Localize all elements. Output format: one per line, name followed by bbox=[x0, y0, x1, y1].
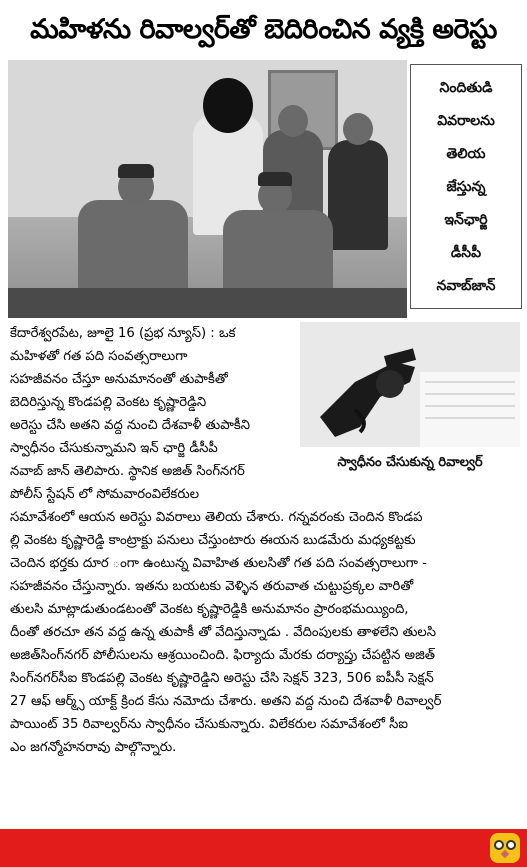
body-line: నవాబ్ జాన్ తెలిపారు. స్థానిక అజిత్ సింగ్‌నగర్ bbox=[10, 464, 245, 479]
caption-line: తెలియ bbox=[446, 145, 486, 162]
body-line: అరెస్టు చేసి అతని వద్ద నుంచి దేశవాళీ తుపాకీని bbox=[10, 418, 251, 433]
body-line: కేదారేశ్వరపేట, జూలై 16 (ప్రభ న్యూస్) : ఒక bbox=[10, 326, 236, 341]
body-line: దీంతో తరచూ తన వద్ద ఉన్న తుపాకీ తో వేదిస్తున్నాడు . వేదింపులకు తాళలేని తులసి bbox=[10, 625, 437, 640]
revolver-photo bbox=[300, 322, 520, 447]
headline: మహిళను రివాల్వర్‌తో బెదిరించిన వ్యక్తి అరెస్టు bbox=[30, 14, 497, 45]
press-meet-photo bbox=[8, 60, 407, 313]
body-line: ల్లి వెంకట కృష్ణారెడ్డి కాంట్రాక్టు పనులు చేస్తుంటారు ఈయన బుడమేరు మధ్యకట్టకు bbox=[10, 533, 416, 548]
caption-line: నవాబ్‌జాన్ bbox=[436, 277, 496, 294]
body-line: పోలీస్ స్టేషన్ లో సోమవారంవిలేకరుల bbox=[10, 487, 200, 502]
body-line: అజిత్‌సింగ్‌నగర్ పోలీసులను ఆశ్రయించింది. ఫిర్యాదు మేరకు దర్యాప్తు చేపట్టిన అజిత్ bbox=[10, 648, 436, 663]
body-line: పాయింట్ 35 రివాల్వర్‌ను స్వాధీనం చేసుకున్నారు. విలేకరుల సమావేశంలో సీఐ bbox=[10, 717, 409, 732]
body-line: సమావేశంలో ఆయన అరెస్టు వివరాలు తెలియ చేశారు. గన్నవరంకు చెందిన కొండప bbox=[10, 510, 423, 525]
body-line: చెందిన భర్తకు దూర ంగా ఉంటున్న వివాహిత తులసితో గత పది సంవత్సరాలుగా - bbox=[10, 556, 427, 571]
revolver-caption: స్వాధీనం చేసుకున్న రివాల్వర్ bbox=[337, 455, 483, 470]
body-line: మహిళతో గత పది సంవత్సరాలుగా bbox=[10, 349, 188, 364]
owl-logo-icon bbox=[490, 833, 520, 863]
revolver-icon bbox=[300, 322, 520, 447]
caption-line: ఇన్‌ఛార్జి bbox=[444, 211, 488, 228]
article-body-full bbox=[10, 529, 520, 759]
caption-line: వివరాలను bbox=[437, 112, 495, 129]
body-line: సహజీవనం చేస్తున్నారు. ఇతను బయటకు వెళ్ళిన తరువాత చుట్టుప్రక్కల వారితో bbox=[10, 579, 414, 594]
body-line: బెదిరిస్తున్న కొండపల్లి వెంకట కృష్ణారెడ్డిని bbox=[10, 395, 207, 410]
body-line: ఎం జగన్మోహనరావు పాల్గొన్నారు. bbox=[10, 740, 177, 755]
caption-line: జేస్తున్న bbox=[446, 178, 486, 195]
photo-caption bbox=[410, 64, 522, 309]
body-line: స్వాధీనం చేసుకున్నామని ఇన్ ఛార్జి డీసీపీ bbox=[10, 441, 218, 456]
body-line: 27 ఆఫ్ ఆర్మ్స్ యాక్ట్ క్రింద కేసు నమోదు చేశారు. అతని వద్ద నుంచి దేశవాళీ రివాల్వర్ bbox=[10, 694, 442, 709]
body-line: సహజీవనం చేస్తూ అనుమానంతో తుపాకీతో bbox=[10, 372, 228, 387]
body-line: తులసి మాట్లాడుతుండటంతో వెంకట కృష్ణారెడ్డికి అనుమానం ప్రారంభమయ్యింది, bbox=[10, 602, 409, 617]
body-line: సింగ్‌నగర్‌సీఐ కొండపల్లి వెంకట కృష్ణారెడ్డిని అరెస్టు చేసి సెక్షన్ 323, 506 ఐపీసీ సెక్షన్ bbox=[10, 671, 434, 686]
caption-line: డీసీపీ bbox=[450, 244, 482, 261]
footer-bar bbox=[0, 829, 527, 867]
caption-line: నిందితుడి bbox=[439, 79, 493, 96]
